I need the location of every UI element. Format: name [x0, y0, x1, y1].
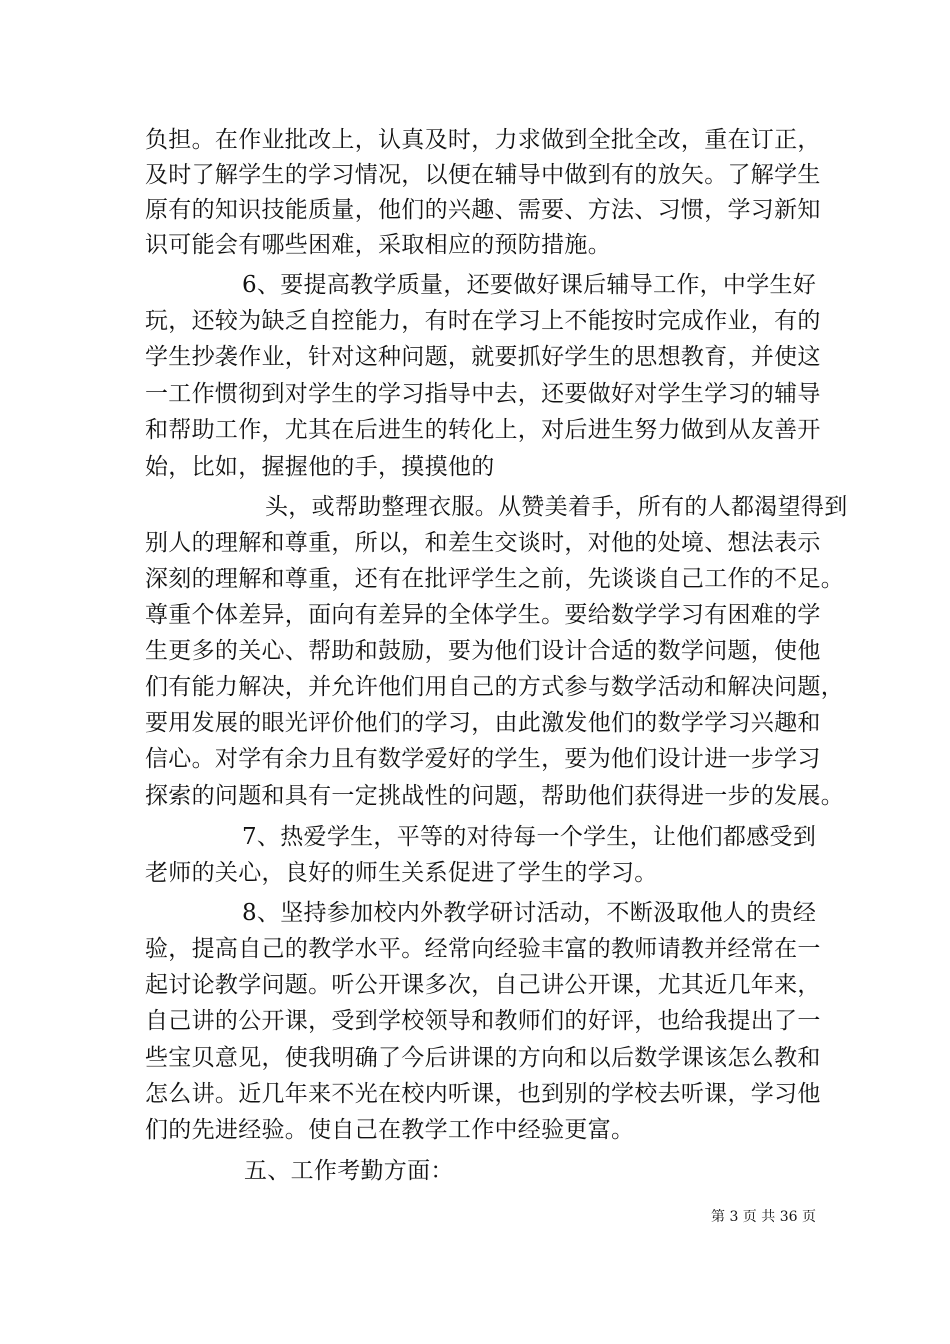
- section-heading: 五、工作考勤方面：: [244, 1158, 454, 1184]
- text-line: 探索的问题和具有一定挑战性的问题，帮助他们获得进一步的发展。: [145, 783, 844, 809]
- text-line: 信心。对学有余力且有数学爱好的学生，要为他们设计进一步学习: [145, 746, 821, 772]
- text-line: 老师的关心，良好的师生关系促进了学生的学习。: [145, 860, 658, 886]
- text-line: 起讨论教学问题。听公开课多次，自己讲公开课，尤其近几年来，: [145, 972, 821, 998]
- text-line: 尊重个体差异，面向有差异的全体学生。要给数学学习有困难的学: [145, 602, 821, 628]
- text-line: 们有能力解决，并允许他们用自己的方式参与数学活动和解决问题，: [145, 674, 844, 700]
- paragraph-start-line: 8、坚持参加校内外教学研讨活动，不断汲取他人的贵经: [242, 900, 817, 926]
- text-line: 负担。在作业批改上，认真及时，力求做到全批全改，重在订正，: [145, 127, 821, 153]
- text-line: 要用发展的眼光评价他们的学习，由此激发他们的数学学习兴趣和: [145, 710, 821, 736]
- paragraph-start-line: 7、热爱学生，平等的对待每一个学生，让他们都感受到: [242, 824, 817, 850]
- page-number-footer: 第 3 页 共 36 页: [711, 1209, 816, 1225]
- paragraph-start-line: 头，或帮助整理衣服。从赞美着手，所有的人都渴望得到: [265, 494, 848, 520]
- text-line: 们的先进经验。使自己在教学工作中经验更富。: [145, 1117, 635, 1143]
- text-line: 自己讲的公开课，受到学校领导和教师们的好评，也给我提出了一: [145, 1008, 821, 1034]
- text-line: 玩，还较为缺乏自控能力，有时在学习上不能按时完成作业，有的: [145, 308, 821, 334]
- paragraph-start-line: 6、要提高教学质量，还要做好课后辅导工作，中学生好: [242, 272, 817, 298]
- text-line: 识可能会有哪些困难，采取相应的预防措施。: [145, 232, 611, 258]
- text-line: 验，提高自己的教学水平。经常向经验丰富的教师请教并经常在一: [145, 936, 821, 962]
- text-line: 深刻的理解和尊重，还有在批评学生之前，先谈谈自己工作的不足。: [145, 566, 844, 592]
- text-line: 及时了解学生的学习情况，以便在辅导中做到有的放矢。了解学生: [145, 162, 821, 188]
- text-line: 学生抄袭作业，针对这种问题，就要抓好学生的思想教育，并使这: [145, 344, 821, 370]
- text-line: 原有的知识技能质量，他们的兴趣、需要、方法、习惯，学习新知: [145, 197, 821, 223]
- text-line: 些宝贝意见，使我明确了今后讲课的方向和以后数学课该怎么教和: [145, 1045, 821, 1071]
- text-line: 一工作惯彻到对学生的学习指导中去，还要做好对学生学习的辅导: [145, 381, 821, 407]
- text-line: 和帮助工作，尤其在后进生的转化上，对后进生努力做到从友善开: [145, 417, 821, 443]
- text-line: 怎么讲。近几年来不光在校内听课，也到别的学校去听课，学习他: [145, 1081, 821, 1107]
- text-line: 别人的理解和尊重，所以，和差生交谈时，对他的处境、想法表示: [145, 530, 821, 556]
- text-line: 始，比如，握握他的手，摸摸他的: [145, 454, 495, 480]
- text-line: 生更多的关心、帮助和鼓励，要为他们设计合适的数学问题，使他: [145, 638, 821, 664]
